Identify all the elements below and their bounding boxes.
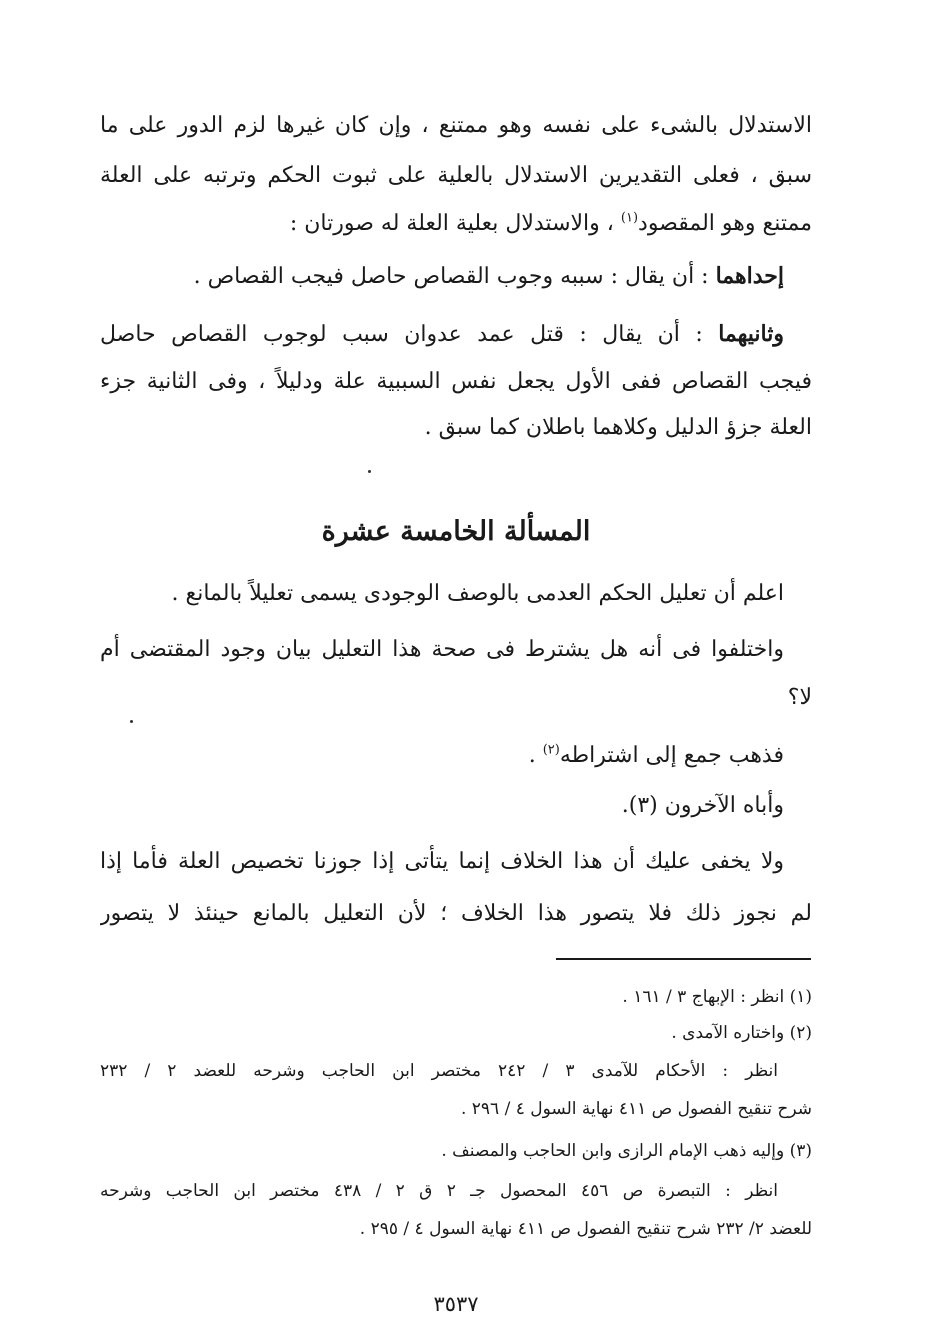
ink-speck [368, 470, 371, 473]
term-label: إحداهما [715, 263, 784, 289]
ink-speck [130, 720, 133, 723]
footnote-line: (١) انظر : الإبهاج ٣ / ١٦١ . [622, 987, 812, 1007]
term-label: وثانيهما [718, 321, 784, 347]
body-text: : أن يقال : قتل عمد عدوان سبب لوجوب القصاص حاصل [100, 322, 719, 347]
body-line: لم نجوز ذلك فلا يتصور هذا الخلاف ؛ لأن التعليل بالمانع حينئذ لا يتصور [100, 901, 812, 926]
body-line: اعلم أن تعليل الحكم العدمى بالوصف الوجودى يسمى تعليلاً بالمانع . [171, 581, 784, 606]
section-heading: المسألة الخامسة عشرة [321, 516, 591, 547]
footnote-line: انظر : التبصرة ص ٤٥٦ المحصول جـ ٢ ق ٢ / ٤٣٨ مختصر ابن الحاجب وشرحه [100, 1181, 778, 1201]
footnote-line: شرح تنقيح الفصول ص ٤١١ نهاية السول ٤ / ٢٩٦ . [460, 1099, 812, 1119]
body-line [100, 736, 812, 776]
body-line [100, 256, 812, 296]
body-line: لا؟ [787, 685, 812, 710]
body-line: العلة جزؤ الدليل وكلاهما باطلان كما سبق . [424, 415, 812, 440]
body-line: سبق ، فعلى التقديرين الاستدلال بالعلية على ثبوت الحكم وترتبه على العلة [100, 163, 812, 188]
footnote-line: انظر : الأحكام للآمدى ٣ / ٢٤٢ مختصر ابن الحاجب وشرحه للعضد ٢ / ٢٣٢ [100, 1061, 778, 1081]
page-number: ٣٥٣٧ [433, 1292, 479, 1316]
footnote-line: (٣) وإليه ذهب الإمام الرازى وابن الحاجب والمصنف . [441, 1141, 812, 1161]
footnote-marker: (٢) [542, 742, 560, 758]
body-line: الاستدلال بالشىء على نفسه وهو ممتنع ، وإن كان غيرها لزم الدور على ما [100, 113, 812, 138]
body-line [100, 314, 812, 354]
body-text: . [528, 743, 543, 768]
body-text: ممتنع وهو المقصود [638, 211, 812, 236]
body-line: فيجب القصاص ففى الأول يجعل نفس السببية علة ودليلاً ، وفى الثانية جزء [100, 369, 812, 394]
body-text: ، والاستدلال بعلية العلة له صورتان : [289, 211, 621, 236]
footnote-marker: (١) [620, 210, 639, 226]
body-line [100, 204, 812, 244]
body-line: ولا يخفى عليك أن هذا الخلاف إنما يتأتى إذا جوزنا تخصيص العلة فأما إذا [100, 849, 784, 874]
body-line: واختلفوا فى أنه هل يشترط فى صحة هذا التعليل بيان وجود المقتضى أم [100, 637, 784, 662]
body-text: : أن يقال : سببه وجوب القصاص حاصل فيجب القصاص . [193, 264, 716, 289]
footnote-line: (٢) واختاره الآمدى . [671, 1023, 812, 1043]
body-line: وأباه الآخرون (٣). [621, 793, 784, 818]
body-text: فذهب جمع إلى اشتراطه [559, 743, 784, 768]
footnote-line: للعضد ٢/ ٢٣٢ شرح تنقيح الفصول ص ٤١١ نهاية السول ٤ / ٢٩٥ . [359, 1219, 812, 1239]
footnote-separator [556, 958, 811, 960]
